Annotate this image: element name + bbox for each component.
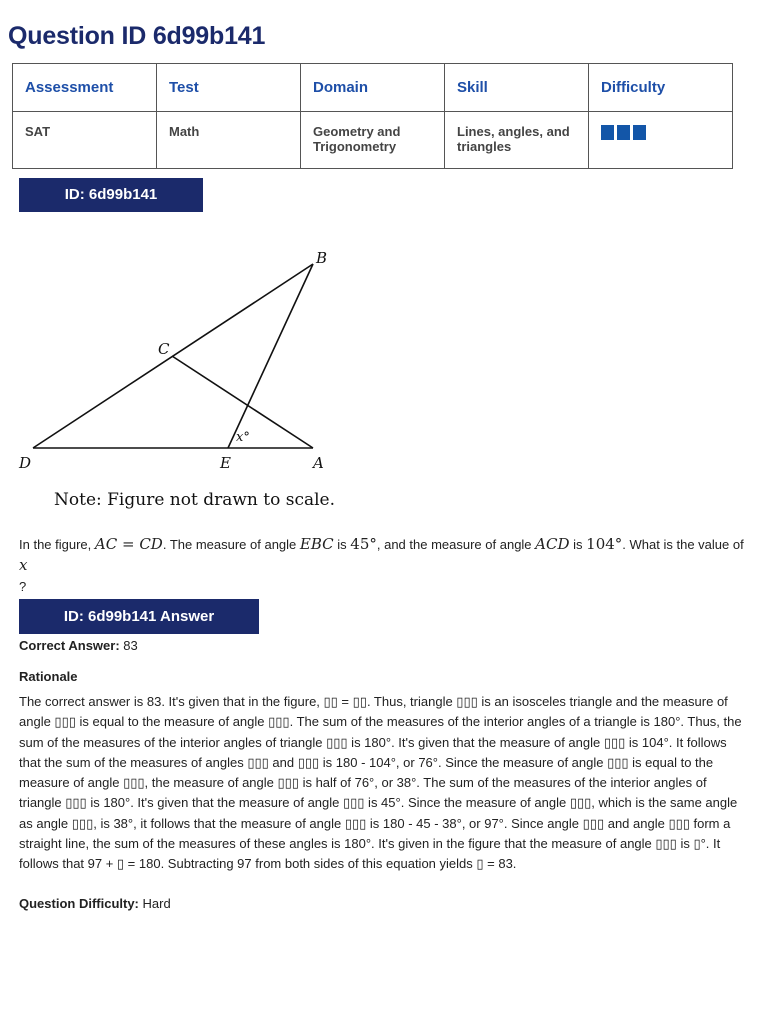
geometry-figure <box>0 240 380 490</box>
meta-header-test: Test <box>157 64 301 112</box>
math-expression: 45° <box>350 535 377 553</box>
question-difficulty-label: Question Difficulty: <box>19 896 139 911</box>
difficulty-bar <box>601 125 614 140</box>
question-text-part: is <box>573 537 583 552</box>
math-expression: AC = CD <box>94 535 163 553</box>
point-label-D: D <box>19 454 32 472</box>
question-text-part: , and the measure of angle <box>376 537 532 552</box>
point-label-A: A <box>313 454 324 472</box>
question-difficulty-line <box>19 896 171 911</box>
question-text-part: ? <box>19 579 27 594</box>
question-text <box>19 534 749 597</box>
rationale-heading: Rationale <box>19 669 78 684</box>
meta-header-domain: Domain <box>301 64 445 112</box>
page-title: Question ID 6d99b141 <box>8 22 266 50</box>
meta-header-difficulty: Difficulty <box>589 64 733 112</box>
correct-answer-value: 83 <box>123 638 138 653</box>
meta-value-assessment: SAT <box>13 112 157 169</box>
figure-note: Note: Figure not drawn to scale. <box>54 490 336 510</box>
answer-id-banner: ID: 6d99b141 Answer <box>19 599 259 634</box>
meta-value-row <box>13 112 733 169</box>
question-text-part: . The measure of angle <box>162 537 297 552</box>
math-expression: x <box>19 556 28 574</box>
point-label-E: E <box>220 454 231 472</box>
point-label-B: B <box>316 249 328 267</box>
question-text-part: In the figure, <box>19 537 92 552</box>
math-expression: EBC <box>299 535 334 553</box>
meta-value-skill: Lines, angles, and triangles <box>445 112 589 169</box>
math-expression: 104° <box>586 535 623 553</box>
difficulty-bar <box>633 125 646 140</box>
meta-header-row <box>13 64 733 112</box>
angle-label-x: x° <box>236 430 250 445</box>
question-difficulty-value: Hard <box>142 896 171 911</box>
meta-header-skill: Skill <box>445 64 589 112</box>
difficulty-bar <box>617 125 630 140</box>
point-label-C: C <box>158 340 170 358</box>
figure-lines <box>33 264 313 448</box>
meta-header-assessment: Assessment <box>13 64 157 112</box>
meta-value-domain: Geometry and Trigonometry <box>301 112 445 169</box>
math-expression: ACD <box>535 535 570 553</box>
question-text-part: . What is the value of <box>622 537 744 552</box>
rationale-text: The correct answer is 83. It's given that in the figure, ▯▯ = ▯▯. Thus, triangle ▯▯▯ is an isosceles triangle and the measure of angle ▯▯▯ is equal to the measure of angle ▯▯▯. The sum of the measures of the interior angles of a triangle is 180°. Thus, the sum of the measures of the interior angles of triangle ▯▯▯ is 180°. It's given that the measure of angle ▯▯▯ is 104°. It follows that the sum of the measures of angles ▯▯▯ and ▯▯▯ is 180 - 104°, or 76°. Since the measure of angle ▯▯▯ is equal to the measure of angle ▯▯▯, the measure of angle ▯▯▯ is half of 76°, or 38°. The sum of the measures of the interior angles of triangle ▯▯▯ is 180°. It's given that the measure of angle ▯▯▯ is 45°. Since the measure of angle ▯▯▯, which is the same angle as angle ▯▯▯, is 38°, it follows that the measure of angle ▯▯▯ is 180 - 45 - 38°, or 97°. Since angle ▯▯▯ and angle ▯▯▯ form a straight line, the sum of the measures of these angles is 180°. It's given in the figure that the measure of angle ▯▯▯ is ▯°. It follows that 97 + ▯ = 180. Subtracting 97 from both sides of this equation yields ▯ = 83. <box>19 694 742 872</box>
meta-value-test: Math <box>157 112 301 169</box>
question-meta-table <box>12 63 733 169</box>
question-text-part: is <box>337 537 347 552</box>
difficulty-bars <box>601 125 720 140</box>
question-id-banner: ID: 6d99b141 <box>19 178 203 212</box>
meta-value-difficulty <box>589 112 733 169</box>
correct-answer-label: Correct Answer: <box>19 638 120 653</box>
correct-answer-line <box>19 638 138 653</box>
